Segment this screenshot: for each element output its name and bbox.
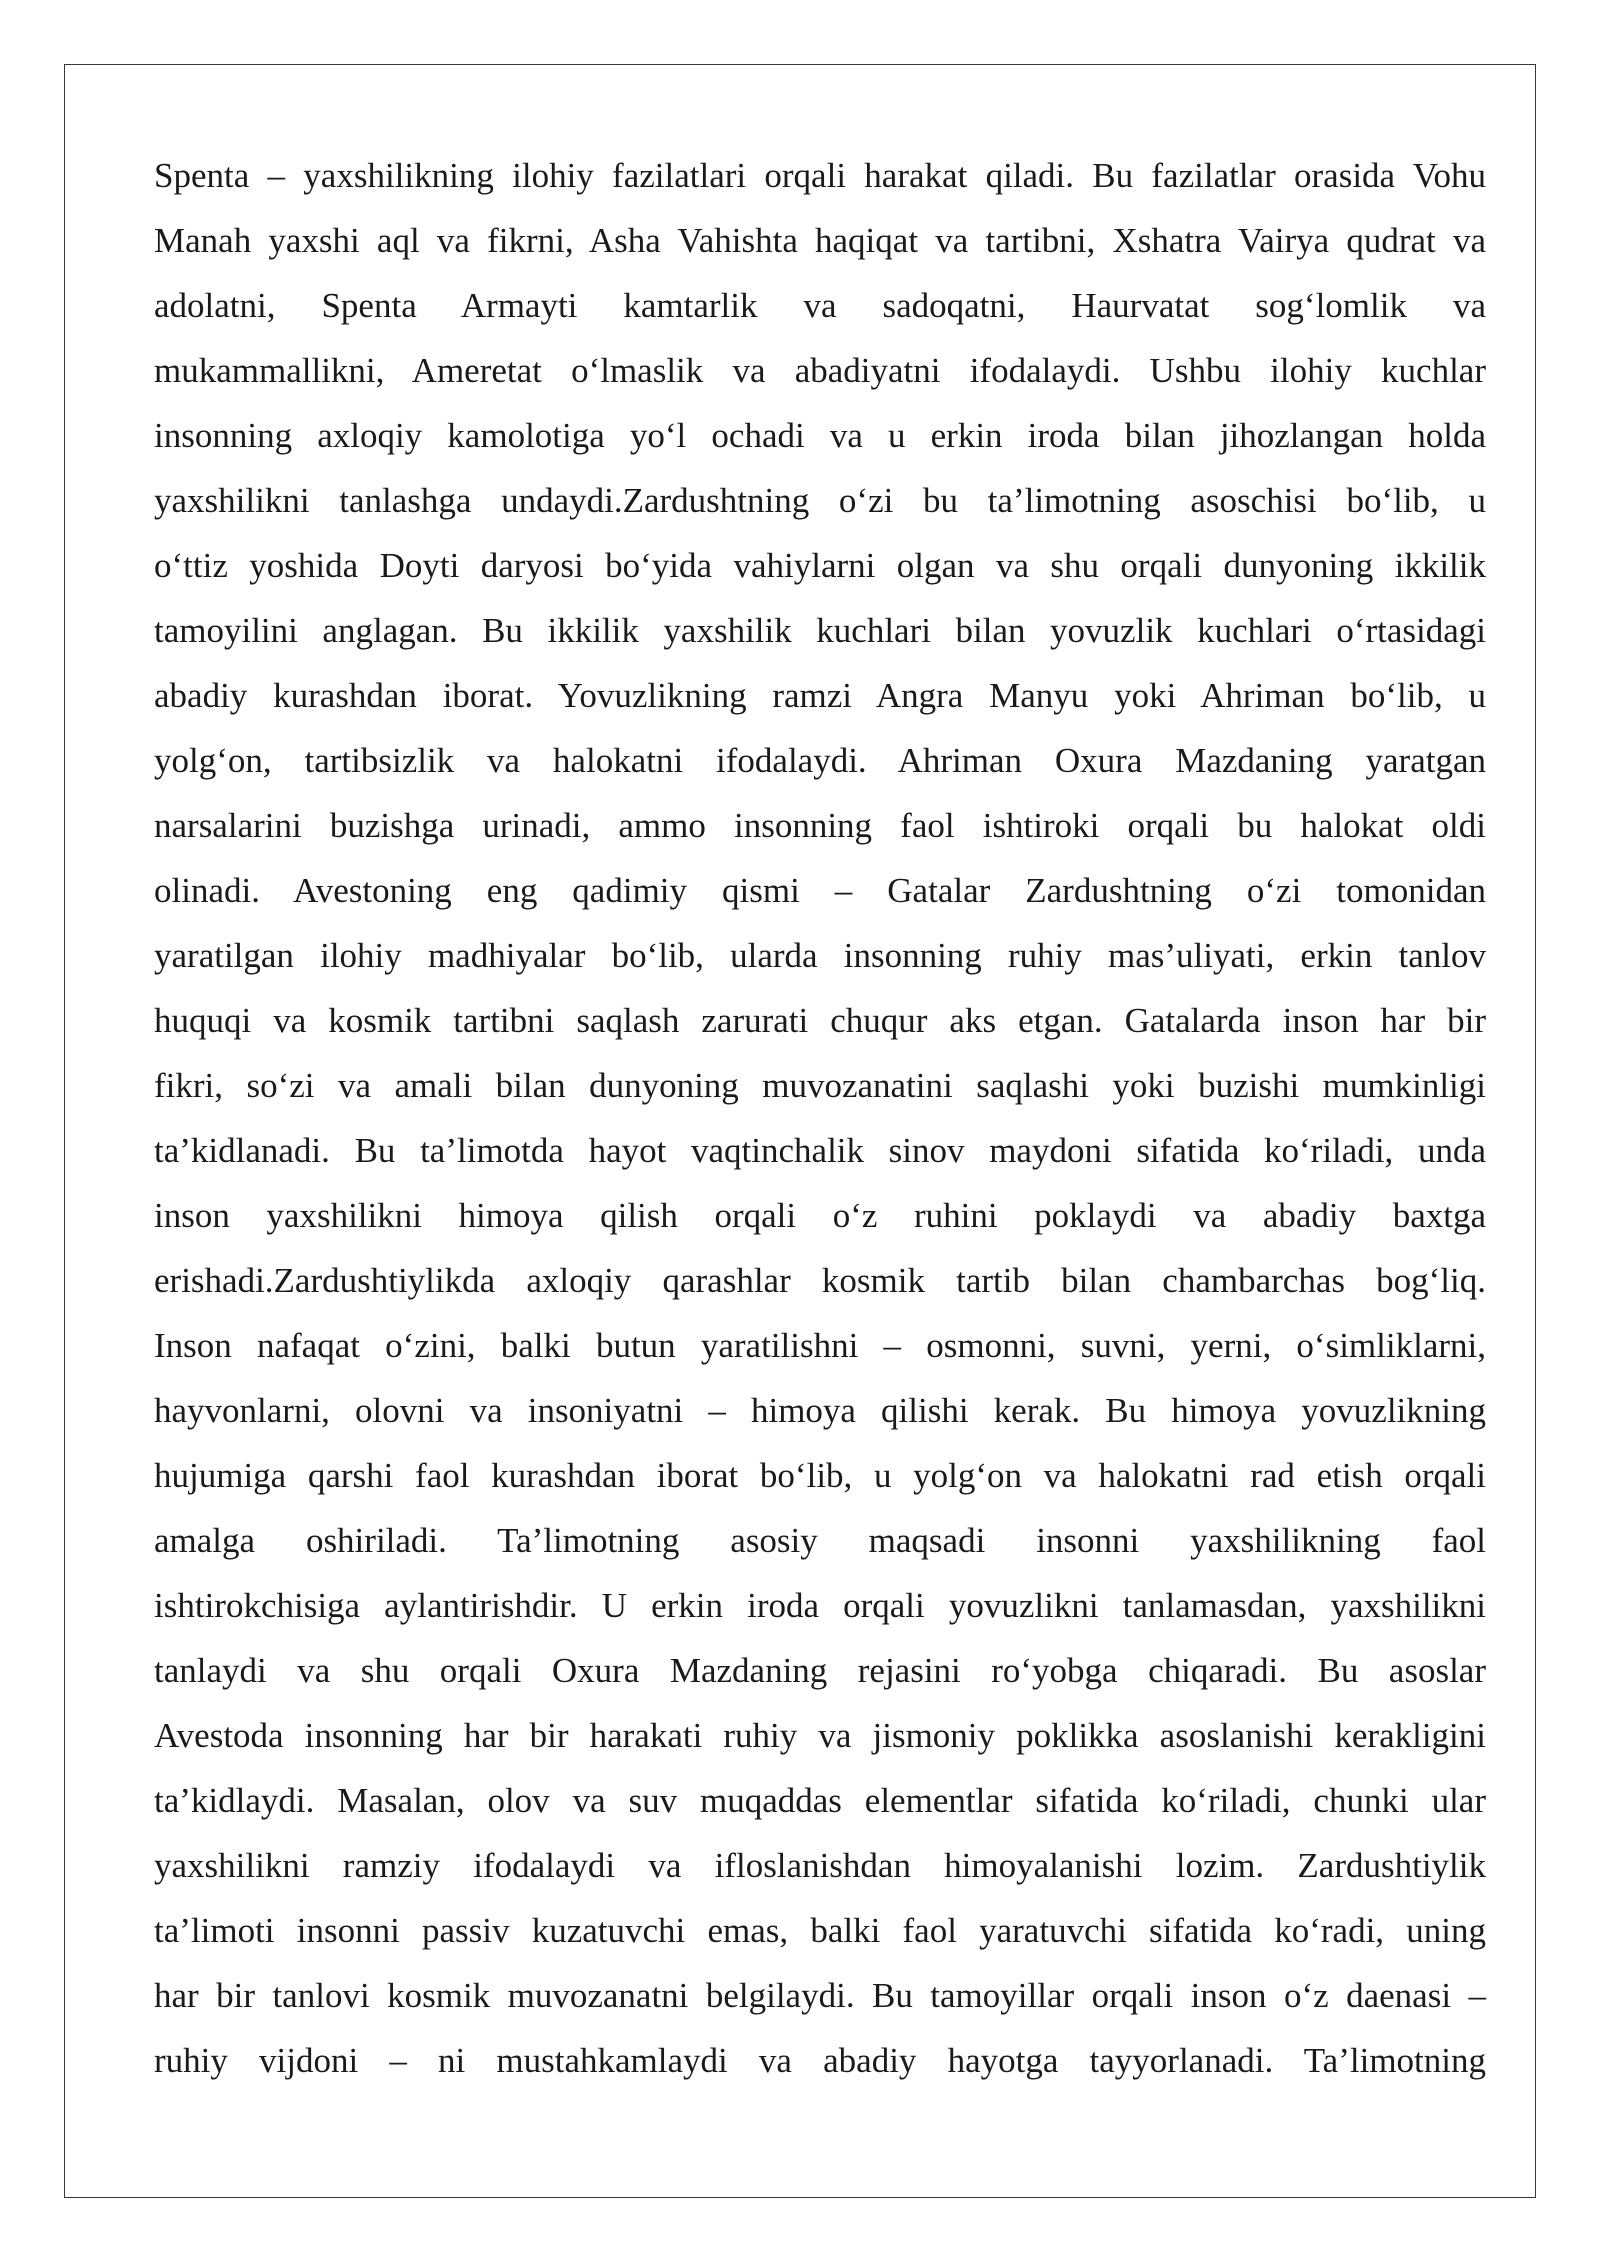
text-line: abadiy kurashdan iborat. Yovuzlikning ramzi Angra Manyu yoki Ahriman bo‘lib, u xyxy=(154,676,1486,715)
text-line: mukammallikni, Ameretat o‘lmaslik va abadiyatni ifodalaydi. Ushbu ilohiy kuchlar xyxy=(154,351,1486,390)
text-line: ta’kidlanadi. Bu ta’limotda hayot vaqtinchalik sinov maydoni sifatida ko‘riladi, unda xyxy=(154,1131,1486,1170)
text-line: Manah yaxshi aql va fikrni, Asha Vahishta haqiqat va tartibni, Xshatra Vairya qudrat va xyxy=(154,221,1486,260)
text-line: ta’kidlaydi. Masalan, olov va suv muqaddas elementlar sifatida ko‘riladi, chunki ular xyxy=(154,1781,1486,1820)
text-line: tanlaydi va shu orqali Oxura Mazdaning rejasini ro‘yobga chiqaradi. Bu asoslar xyxy=(154,1651,1486,1690)
text-line: huquqi va kosmik tartibni saqlash zarurati chuqur aks etgan. Gatalarda inson har bir xyxy=(154,1001,1486,1040)
text-line: olinadi. Avestoning eng qadimiy qismi – Gatalar Zardushtning o‘zi tomonidan xyxy=(154,871,1486,910)
text-line: insonning axloqiy kamolotiga yo‘l ochadi va u erkin iroda bilan jihozlangan holda xyxy=(154,416,1486,455)
text-line: ruhiy vijdoni – ni mustahkamlaydi va abadiy hayotga tayyorlanadi. Ta’limotning xyxy=(154,2041,1486,2080)
text-line: o‘ttiz yoshida Doyti daryosi bo‘yida vahiylarni olgan va shu orqali dunyoning ikkilik xyxy=(154,546,1486,585)
text-line: yaxshilikni ramziy ifodalaydi va ifloslanishdan himoyalanishi lozim. Zardushtiylik xyxy=(154,1846,1486,1885)
text-line: fikri, so‘zi va amali bilan dunyoning muvozanatini saqlashi yoki buzishi mumkinligi xyxy=(154,1066,1486,1105)
text-line: yolg‘on, tartibsizlik va halokatni ifodalaydi. Ahriman Oxura Mazdaning yaratgan xyxy=(154,741,1486,780)
text-line: har bir tanlovi kosmik muvozanatni belgilaydi. Bu tamoyillar orqali inson o‘z daenasi – xyxy=(154,1976,1486,2015)
text-line: tamoyilini anglagan. Bu ikkilik yaxshilik kuchlari bilan yovuzlik kuchlari o‘rtasidagi xyxy=(154,611,1486,650)
text-line: inson yaxshilikni himoya qilish orqali o‘z ruhini poklaydi va abadiy baxtga xyxy=(154,1196,1486,1235)
text-line: narsalarini buzishga urinadi, ammo insonning faol ishtiroki orqali bu halokat oldi xyxy=(154,806,1486,845)
text-line: Avestoda insonning har bir harakati ruhiy va jismoniy poklikka asoslanishi kerakligini xyxy=(154,1716,1486,1755)
text-line: hayvonlarni, olovni va insoniyatni – himoya qilishi kerak. Bu himoya yovuzlikning xyxy=(154,1391,1486,1430)
text-line: yaxshilikni tanlashga undaydi.Zardushtning o‘zi bu ta’limotning asoschisi bo‘lib, u xyxy=(154,481,1486,520)
text-line: adolatni, Spenta Armayti kamtarlik va sadoqatni, Haurvatat sog‘lomlik va xyxy=(154,286,1486,325)
text-line: ta’limoti insonni passiv kuzatuvchi emas, balki faol yaratuvchi sifatida ko‘radi, uning xyxy=(154,1911,1486,1950)
text-line: yaratilgan ilohiy madhiyalar bo‘lib, ularda insonning ruhiy mas’uliyati, erkin tanlov xyxy=(154,936,1486,975)
text-line: Spenta – yaxshilikning ilohiy fazilatlari orqali harakat qiladi. Bu fazilatlar orasida Vohu xyxy=(154,156,1486,195)
text-line: hujumiga qarshi faol kurashdan iborat bo‘lib, u yolg‘on va halokatni rad etish orqali xyxy=(154,1456,1486,1495)
text-line: Inson nafaqat o‘zini, balki butun yaratilishni – osmonni, suvni, yerni, o‘simliklarni, xyxy=(154,1326,1486,1365)
text-line: ishtirokchisiga aylantirishdir. U erkin iroda orqali yovuzlikni tanlamasdan, yaxshilikni xyxy=(154,1586,1486,1625)
text-line: erishadi.Zardushtiylikda axloqiy qarashlar kosmik tartib bilan chambarchas bog‘liq. xyxy=(154,1261,1486,1300)
body-paragraph xyxy=(154,143,1486,2093)
text-line: amalga oshiriladi. Ta’limotning asosiy maqsadi insonni yaxshilikning faol xyxy=(154,1521,1486,1560)
